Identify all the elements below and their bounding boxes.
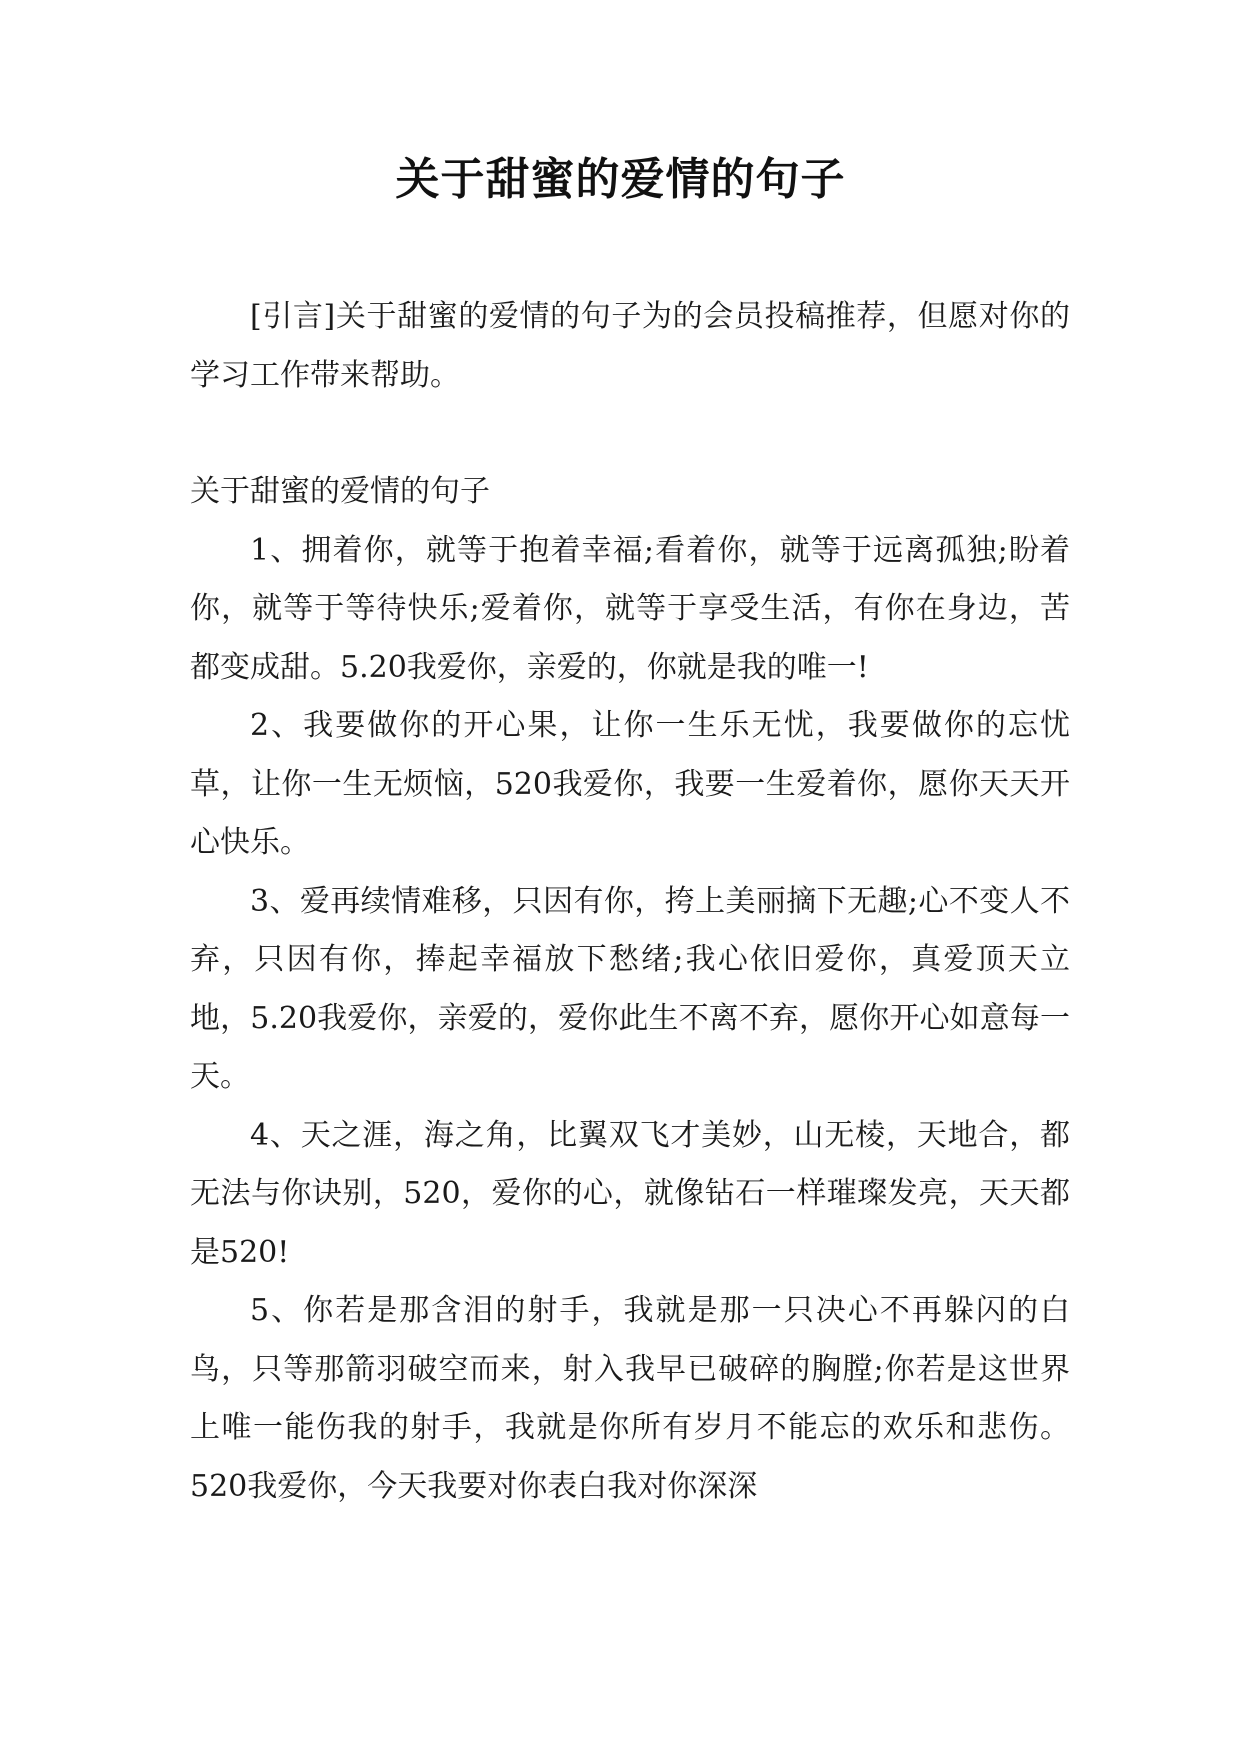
document-body	[190, 288, 1070, 1516]
section-heading: 关于甜蜜的爱情的句子	[190, 474, 490, 509]
document-title: 关于甜蜜的爱情的句子	[395, 154, 846, 205]
paragraph-2: 2、我要做你的开心果，让你一生乐无忧，我要做你的忘忧草，让你一生无烦恼，520我爱你，我要一生爱着你，愿你天天开心快乐。	[190, 708, 1070, 860]
paragraph-4: 4、天之涯，海之角，比翼双飞才美妙，山无棱，天地合，都无法与你诀别，520，爱你的心，就像钻石一样璀璨发亮，天天都是520!	[190, 1117, 1070, 1270]
paragraph-5: 5、你若是那含泪的射手，我就是那一只决心不再躲闪的白鸟，只等那箭羽破空而来，射入我早已破碎的胸膛;你若是这世界上唯一能伤我的射手，我就是你所有岁月不能忘的欢乐和悲伤。520我爱你，今天我要对你表白我对你深深	[190, 1293, 1070, 1504]
paragraph-3: 3、爱再续情难移，只因有你，挎上美丽摘下无趣;心不变人不弃，只因有你，捧起幸福放下愁绪;我心依旧爱你，真爱顶天立地，5.20我爱你，亲爱的，爱你此生不离不弃，愿你开心如意每一天。	[190, 883, 1070, 1094]
paragraph-1: 1、拥着你，就等于抱着幸福;看着你，就等于远离孤独;盼着你，就等于等待快乐;爱着你，就等于享受生活，有你在身边，苦都变成甜。5.20我爱你，亲爱的，你就是我的唯一!	[190, 532, 1070, 685]
intro-paragraph: [引言]关于甜蜜的爱情的句子为的会员投稿推荐，但愿对你的学习工作带来帮助。	[190, 299, 1070, 393]
